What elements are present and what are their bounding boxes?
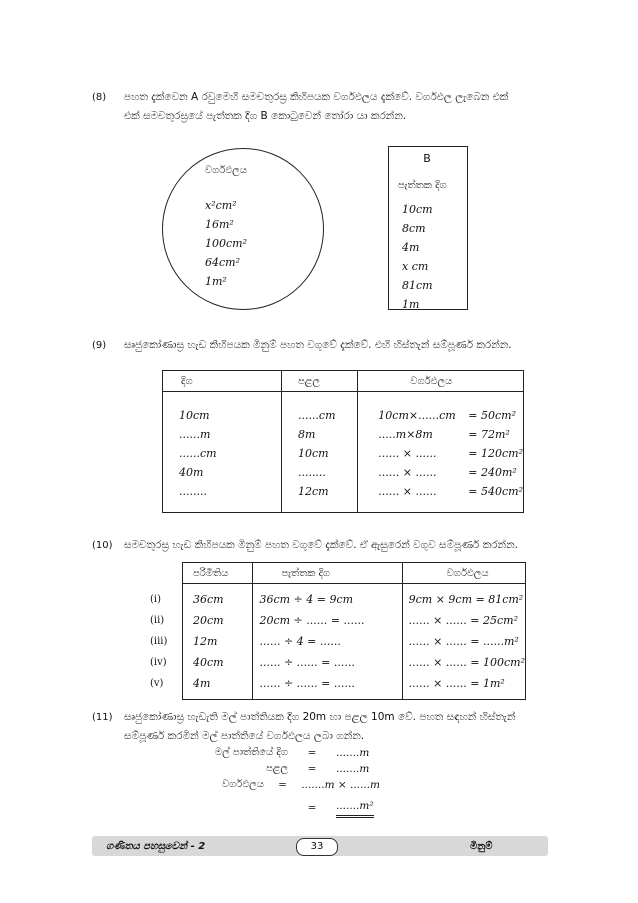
circle-item: 64cm² <box>205 256 240 269</box>
working-value: .......m × ......m <box>301 779 380 791</box>
question-text <box>124 708 554 746</box>
question-text-line: පහත දැක්වෙන A රවුමෙහි සමචතුරස්‍ර කිහිපයක වර්ගඵලය දැක්වේ. වර්ගඵල ලැබෙන එක් <box>124 91 509 103</box>
footer-chapter: මිනුම් <box>470 841 493 852</box>
table-cell: 12m <box>193 635 218 648</box>
header-area: වර්ගඵලය <box>358 371 524 392</box>
question-text: සමචතුරස්‍ර හැඩ කිහිපයක මිනුම් පහත වගුවේ දැක්වේ. ඒ ඇසුරෙන් වගුව සම්පූර්ණ කරන්න. <box>124 539 518 551</box>
width-column <box>298 406 357 501</box>
working-equals: = <box>307 802 317 814</box>
table-cell: ......cm <box>179 447 217 460</box>
box-item: 10cm <box>402 203 433 216</box>
flower-bed-working <box>180 745 380 819</box>
table-cell: 36cm ÷ 4 = 9cm <box>259 593 354 606</box>
table-cell: = 50cm² <box>468 409 516 422</box>
working-answer: .......m² <box>336 797 374 818</box>
table-cell: = 540cm² <box>468 485 523 498</box>
working-equals: = <box>307 763 317 775</box>
box-title: B <box>423 152 431 165</box>
table-cell: ...... × ...... <box>378 485 437 498</box>
table-cell: ...... × ...... = 25cm² <box>408 614 518 627</box>
row-labels <box>150 589 167 694</box>
box-item: 8cm <box>402 222 426 235</box>
row-label: (v) <box>150 678 164 689</box>
table-cell: 20cm ÷ ...... = ...... <box>259 614 365 627</box>
table-cell: ...... × ...... <box>378 447 437 460</box>
table-cell: ......cm <box>297 409 336 422</box>
row-label: (iv) <box>150 657 167 668</box>
box-item: 81cm <box>402 279 433 292</box>
circle-item: 100cm² <box>205 237 247 250</box>
header-side-length: පැත්තක දිග <box>253 563 402 584</box>
circle-item: 16m² <box>205 218 234 231</box>
circle-title: වර්ගඵලය <box>205 165 247 176</box>
box-item: x cm <box>402 260 429 273</box>
table-cell: 4m <box>193 677 211 690</box>
table-cell: 20cm <box>193 614 224 627</box>
working-value: .......m <box>336 763 370 775</box>
working-label: මල් පාත්තියේ දිග <box>214 747 288 758</box>
working-label <box>180 797 288 819</box>
question-text-line: එක් සමචතුරස්‍රයේ පැත්තක දිග B කොටුවෙන් තෝරා යා කරන්න. <box>124 110 407 122</box>
table-cell: 40m <box>179 466 204 479</box>
question-number: (11) <box>92 712 113 723</box>
page-number: 33 <box>296 838 338 856</box>
square-table <box>182 562 526 700</box>
area-result-column <box>468 406 523 501</box>
question-number: (8) <box>92 92 107 103</box>
side-length-column <box>259 589 401 694</box>
table-cell: 10cm <box>297 447 329 460</box>
table-cell: ...... ÷ ...... = ...... <box>259 677 355 690</box>
circle-items <box>205 196 247 291</box>
table-cell: 36cm <box>193 593 224 606</box>
table-cell: .....m×8m <box>378 428 433 441</box>
question-number: (10) <box>92 540 113 551</box>
question-text-line: සම්පූර්ණ කරමින් මල් පාත්තියේ වර්ගඵලය ලබා ගන්න. <box>124 730 365 742</box>
header-width: පළල <box>281 371 357 392</box>
working-equals: = <box>278 779 287 791</box>
table-cell: ........ <box>297 466 326 479</box>
row-label: (ii) <box>150 615 165 626</box>
table-cell: ...... ÷ ...... = ...... <box>259 656 355 669</box>
working-value: .......m <box>336 747 370 759</box>
working-label: පළල <box>265 763 288 774</box>
header-area: වර්ගඵලය <box>402 563 525 584</box>
working-row <box>180 761 380 777</box>
question-number: (9) <box>92 340 107 351</box>
table-cell: 40cm <box>193 656 224 669</box>
length-column <box>179 406 281 501</box>
footer-book-title: ගණිතය පහසුවෙන් - 2 <box>106 841 206 852</box>
table-cell: ...... ÷ 4 = ...... <box>259 635 341 648</box>
circle-item: 1m² <box>205 275 227 288</box>
table-cell: ......m <box>179 428 211 441</box>
table-cell: ...... × ...... = 1m² <box>408 677 505 690</box>
perimeter-column <box>193 589 252 694</box>
rectangle-table <box>162 370 524 513</box>
table-cell: 10cm <box>179 409 210 422</box>
row-label: (i) <box>150 594 162 605</box>
table-cell: 9cm × 9cm = 81cm² <box>408 593 524 606</box>
box-item: 4m <box>402 241 420 254</box>
working-equals: = <box>307 747 317 759</box>
header-length: දිග <box>163 371 282 392</box>
circle-item: x²cm² <box>205 199 237 212</box>
question-text <box>124 88 554 126</box>
working-row <box>180 777 380 793</box>
box-subtitle: පැත්තක දිග <box>398 180 447 191</box>
box-item: 1m <box>402 298 420 311</box>
table-cell: ........ <box>179 485 207 498</box>
working-label: වර්ගඵලය <box>221 779 264 790</box>
working-row <box>180 745 380 761</box>
question-text: සෘජුකෝණාස්‍ර හැඩ කිහිපයක මිනුම් පහත වගුවේ දැක්වේ. එහි හිස්තැන් සම්පූර්ණ කරන්න. <box>124 339 512 351</box>
row-label: (iii) <box>150 636 168 647</box>
table-cell: 10cm×......cm <box>378 409 456 422</box>
area-expression-column <box>378 406 468 501</box>
table-cell: 8m <box>297 428 316 441</box>
working-row <box>180 797 380 819</box>
table-cell: ...... × ...... = 100cm² <box>408 656 525 669</box>
table-cell: = 120cm² <box>468 447 523 460</box>
box-items <box>402 200 433 314</box>
table-cell: = 240m² <box>468 466 517 479</box>
table-cell: 12cm <box>297 485 329 498</box>
table-cell: ...... × ...... = ......m² <box>408 635 519 648</box>
header-perimeter: පරිමිතිය <box>183 563 253 584</box>
table-cell: = 72m² <box>468 428 510 441</box>
area-column <box>409 589 525 694</box>
table-cell: ...... × ...... <box>378 466 437 479</box>
question-text-line: සෘජුකෝණාස්‍ර හැඩැති මල් පාත්තියක දිග 20m හා පළල 10m වේ. පහත සඳහන් හිස්තැන් <box>124 711 516 723</box>
